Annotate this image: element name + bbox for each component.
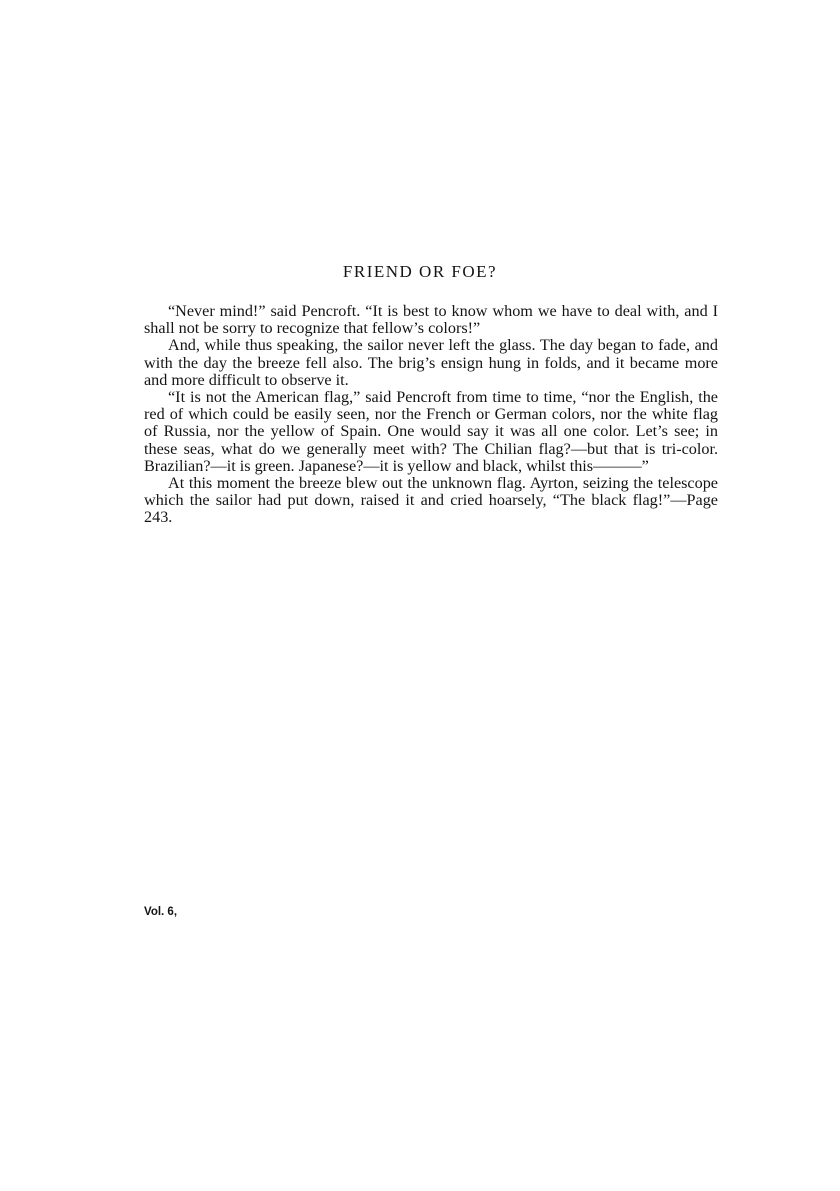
caption-paragraph: And, while thus speaking, the sailor never left the glass. The day began to fade, and with the day the breeze fell also. The brig’s ensign hung in folds, and it became more and more difficult to observe it. [144,336,718,389]
caption-paragraph: “Never mind!” said Pencroft. “It is best to know whom we have to deal with, and I shall not be sorry to recognize that fellow’s colors!” [144,302,718,338]
volume-label: Vol. 6, [144,906,178,918]
caption-paragraph: “It is not the American flag,” said Pencroft from time to time, “nor the English, the red of which could be easily seen, nor the French or German colors, nor the white flag of Russia, nor the yellow of Spain. One would say it was all one color. Let’s see; in these seas, what do we generally meet with? The Chilian flag?—but that is tri-color. Brazilian?—it is green. Japanese?—it is yellow and black, whilst this———” [144,388,718,475]
plate-caption [144,303,718,527]
plate-title: FRIEND OR FOE? [342,262,498,281]
caption-paragraph: At this moment the breeze blew out the unknown flag. Ayrton, seizing the telescope which the sailor had put down, raised it and cried hoarsely, “The black flag!”—Page 243. [144,474,718,527]
